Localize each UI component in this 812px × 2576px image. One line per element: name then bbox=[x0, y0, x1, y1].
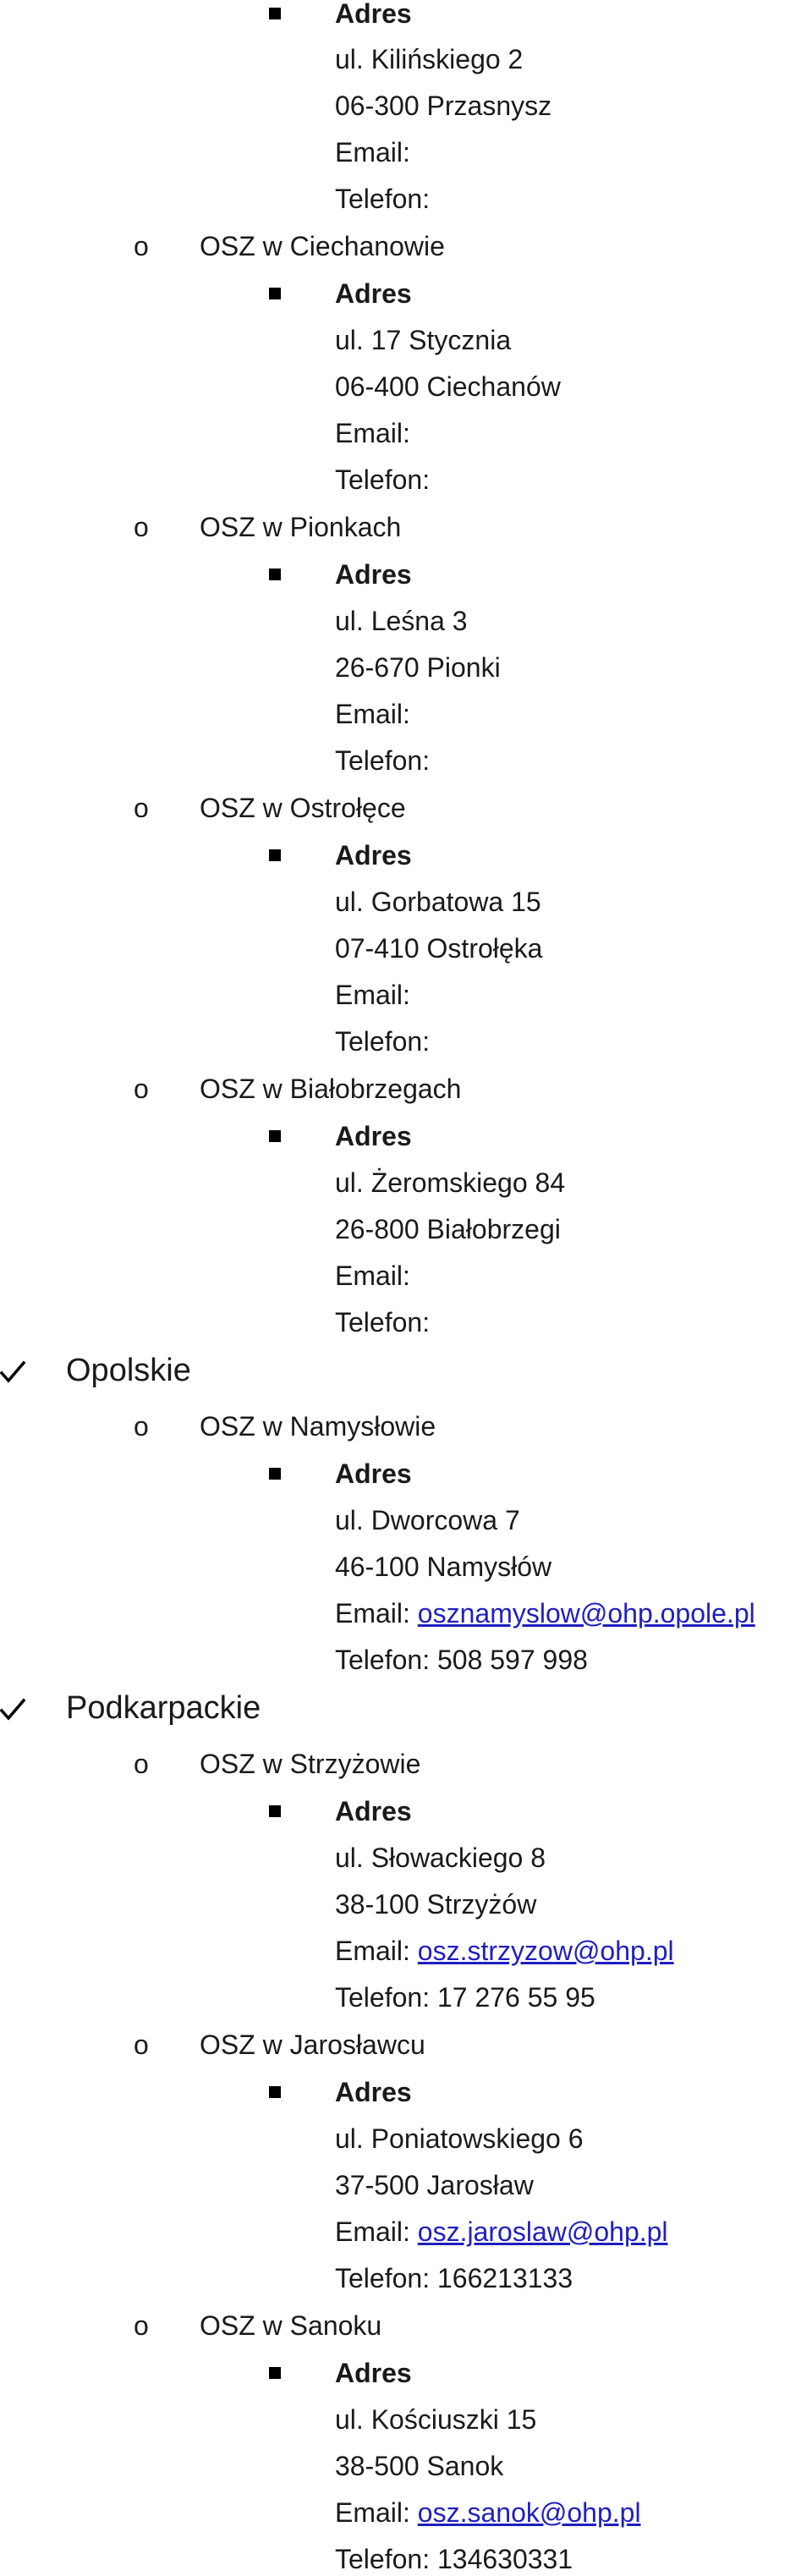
square-bullet-icon bbox=[269, 1805, 281, 1817]
street-line: ul. Gorbatowa 15 bbox=[335, 887, 541, 917]
entry-bullet: o bbox=[134, 231, 149, 261]
phone-line: Telefon: bbox=[335, 745, 431, 776]
street-line: ul. Dworcowa 7 bbox=[335, 1505, 520, 1535]
square-bullet-icon bbox=[269, 8, 281, 19]
entry-bullet: o bbox=[134, 793, 149, 823]
square-bullet-icon bbox=[269, 2367, 281, 2379]
address-heading: Adres bbox=[269, 2356, 412, 2390]
city-line: 07-410 Ostrołęka bbox=[335, 933, 543, 964]
region-heading-opolskie: Opolskie bbox=[0, 1352, 183, 1389]
entry-name: OSZ w Namysłowie bbox=[200, 1411, 436, 1442]
square-bullet-icon bbox=[269, 1130, 281, 1142]
city-line: 26-670 Pionki bbox=[335, 652, 501, 683]
phone-line: Telefon: 166213133 bbox=[335, 2263, 573, 2293]
checkmark-icon bbox=[0, 1698, 25, 1722]
entry-bullet: o bbox=[134, 1749, 149, 1779]
square-bullet-icon bbox=[269, 568, 281, 580]
email-link[interactable]: osz.jaroslaw@ohp.pl bbox=[417, 2216, 668, 2247]
street-line: ul. Kilińskiego 2 bbox=[335, 44, 524, 74]
street-line: ul. Kościuszki 15 bbox=[335, 2404, 537, 2435]
phone-line: Telefon: 134630331 bbox=[335, 2544, 573, 2574]
phone-line: Telefon: bbox=[335, 1026, 431, 1057]
street-line: ul. Żeromskiego 84 bbox=[335, 1167, 566, 1198]
email-line: Email: bbox=[335, 699, 410, 729]
entry-bullet: o bbox=[134, 2029, 149, 2060]
email-link[interactable]: osz.strzyzow@ohp.pl bbox=[417, 1936, 674, 1966]
address-heading: Adres bbox=[269, 0, 412, 30]
email-line: Email: bbox=[335, 137, 410, 168]
square-bullet-icon bbox=[269, 288, 281, 299]
entry-name: OSZ w Strzyżowie bbox=[200, 1749, 421, 1779]
phone-line: Telefon: bbox=[335, 1307, 431, 1337]
email-link[interactable]: osznamyslow@ohp.opole.pl bbox=[417, 1598, 755, 1629]
entry-name: OSZ w Ostrołęce bbox=[200, 793, 406, 823]
checkmark-icon bbox=[0, 1360, 25, 1384]
address-heading: Adres bbox=[269, 277, 412, 310]
street-line: ul. 17 Stycznia bbox=[335, 325, 512, 355]
entry-bullet: o bbox=[134, 1074, 149, 1104]
address-heading: Adres bbox=[269, 2075, 412, 2109]
address-heading: Adres bbox=[269, 1119, 412, 1153]
street-line: ul. Słowackiego 8 bbox=[335, 1843, 546, 1873]
phone-number: 17 276 55 95 bbox=[436, 1982, 595, 2013]
entry-name: OSZ w Ciechanowie bbox=[200, 231, 445, 261]
entry-bullet: o bbox=[134, 2310, 149, 2341]
phone-line: Telefon: bbox=[335, 464, 431, 495]
email-line: Email: bbox=[335, 418, 410, 448]
email-line: Email: osz.jaroslaw@ohp.pl bbox=[335, 2216, 668, 2247]
city-line: 38-500 Sanok bbox=[335, 2451, 504, 2481]
entry-name: OSZ w Białobrzegach bbox=[200, 1074, 462, 1104]
address-heading: Adres bbox=[269, 1794, 412, 1828]
city-line: 26-800 Białobrzegi bbox=[335, 1214, 561, 1244]
square-bullet-icon bbox=[269, 849, 281, 861]
phone-number: 166213133 bbox=[436, 2263, 573, 2293]
phone-number: 508 597 998 bbox=[436, 1645, 588, 1675]
phone-line: Telefon: bbox=[335, 184, 431, 214]
email-line: Email: osznamyslow@ohp.opole.pl bbox=[335, 1598, 755, 1629]
phone-number: 134630331 bbox=[436, 2544, 573, 2574]
region-heading-podkarpackie: Podkarpackie bbox=[0, 1689, 252, 1727]
address-heading: Adres bbox=[269, 838, 412, 872]
address-heading: Adres bbox=[269, 1457, 412, 1491]
city-line: 37-500 Jarosław bbox=[335, 2170, 534, 2200]
email-line: Email: bbox=[335, 1261, 410, 1291]
entry-name: OSZ w Sanoku bbox=[200, 2310, 382, 2341]
city-line: 38-100 Strzyżów bbox=[335, 1889, 537, 1920]
city-line: 06-400 Ciechanów bbox=[335, 371, 561, 402]
entry-name: OSZ w Jarosławcu bbox=[200, 2029, 425, 2060]
address-heading: Adres bbox=[269, 557, 412, 591]
entry-bullet: o bbox=[134, 512, 149, 542]
entry-name: OSZ w Pionkach bbox=[200, 512, 402, 542]
phone-line: Telefon: 508 597 998 bbox=[335, 1645, 588, 1675]
email-link[interactable]: osz.sanok@ohp.pl bbox=[417, 2497, 641, 2528]
street-line: ul. Poniatowskiego 6 bbox=[335, 2123, 584, 2154]
square-bullet-icon bbox=[269, 1468, 281, 1480]
city-line: 06-300 Przasnysz bbox=[335, 91, 552, 121]
entry-bullet: o bbox=[134, 1411, 149, 1442]
phone-line: Telefon: 17 276 55 95 bbox=[335, 1982, 595, 2013]
email-line: Email: bbox=[335, 980, 410, 1010]
email-line: Email: osz.sanok@ohp.pl bbox=[335, 2497, 641, 2528]
email-line: Email: osz.strzyzow@ohp.pl bbox=[335, 1936, 674, 1966]
city-line: 46-100 Namysłów bbox=[335, 1552, 552, 1582]
street-line: ul. Leśna 3 bbox=[335, 606, 468, 636]
square-bullet-icon bbox=[269, 2086, 281, 2098]
